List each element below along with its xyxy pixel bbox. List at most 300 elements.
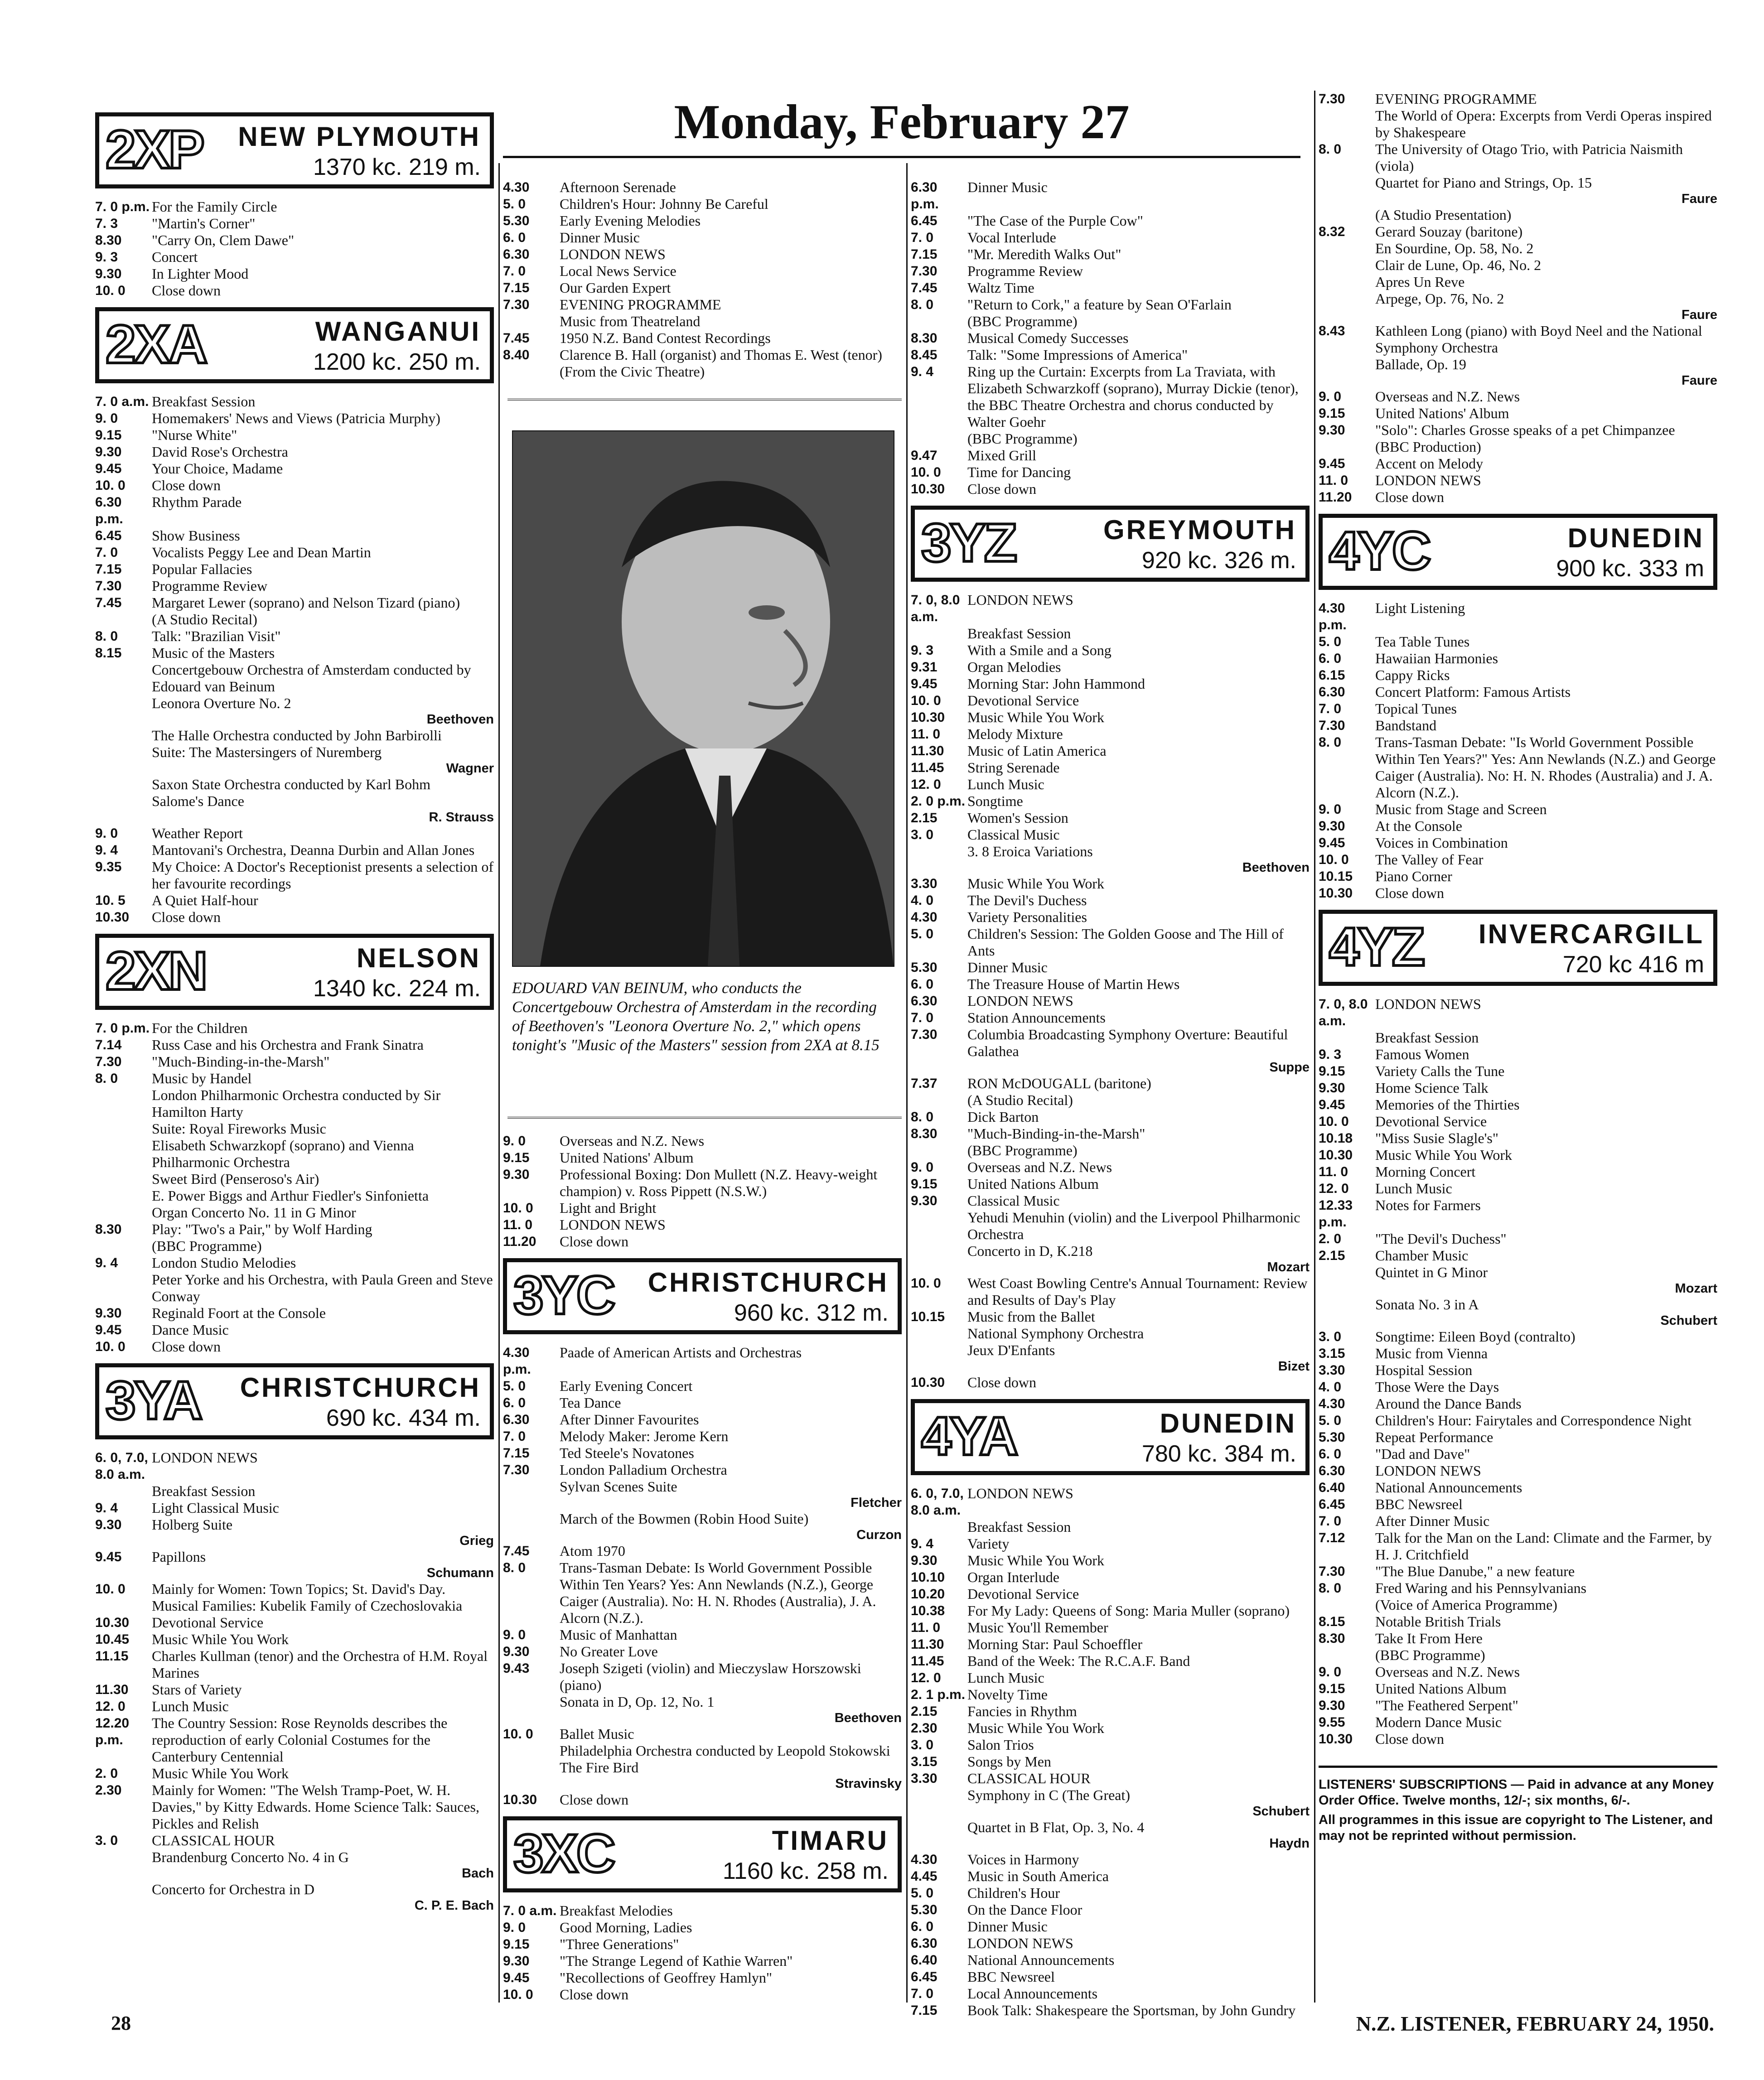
- programme-time: 9.35: [95, 859, 122, 874]
- programme-title: Concerto in D, K.218: [967, 1243, 1093, 1259]
- programme-item: [95, 909, 494, 926]
- programme-title: Papillons: [152, 1549, 206, 1565]
- programme-title: (BBC Programme): [967, 430, 1078, 447]
- programme-title: On the Dance Floor: [967, 1901, 1083, 1918]
- programme-time: 8. 0: [911, 1110, 934, 1124]
- programme-title: National Announcements: [1375, 1479, 1522, 1496]
- programme-item: [911, 347, 1310, 363]
- programme-time: 11. 0: [1319, 1164, 1348, 1179]
- programme-time: 9.15: [1319, 1064, 1345, 1079]
- programme-time: 10. 5: [95, 893, 126, 908]
- programme-time: 6.30: [503, 247, 530, 262]
- programme-title: Book Talk: Shakespeare the Sportsman, by John Gundry: [967, 2002, 1296, 2018]
- programme-time: 9.30: [503, 1954, 530, 1969]
- programme-time: 5.30: [911, 1902, 938, 1917]
- programme-time: 11. 0: [911, 1620, 941, 1635]
- programme-item: [911, 1374, 1310, 1391]
- programme-title: London Studio Melodies: [152, 1255, 296, 1271]
- programme-time: [95, 776, 152, 793]
- programme-time: [911, 1819, 967, 1836]
- programme-item: [911, 1901, 1310, 1918]
- station-frequency: 720 kc 416 m: [1562, 951, 1704, 978]
- programme-item: [503, 330, 902, 347]
- programme-title: Music in South America: [967, 1868, 1109, 1884]
- programme-item: [911, 296, 1310, 313]
- programme-title: Early Evening Concert: [560, 1378, 693, 1394]
- programme-item: [1319, 1113, 1717, 1130]
- composer: Schubert: [1660, 1313, 1717, 1328]
- programme-item: [911, 726, 1310, 743]
- programme-title: BBC Newsreel: [1375, 1496, 1463, 1512]
- station-city: WANGANUI: [315, 316, 481, 347]
- programme-item: [1319, 1513, 1717, 1530]
- programme-title: (A Studio Recital): [967, 1092, 1073, 1108]
- programme-time: 9. 0: [95, 826, 118, 841]
- programme-list-3yz: [911, 592, 1310, 1391]
- programme-time: 10.20: [911, 1587, 945, 1602]
- programme-time: 12.20 p.m.: [95, 1716, 130, 1747]
- programme-item: [911, 1720, 1310, 1737]
- programme-item: [95, 1338, 494, 1355]
- station-city: NEW PLYMOUTH: [238, 121, 481, 152]
- programme-item: [911, 892, 1310, 909]
- programme-item: [95, 477, 494, 494]
- programme-time: 10. 0: [95, 1582, 126, 1597]
- programme-time: 3.15: [911, 1754, 938, 1769]
- programme-title: "The Case of the Purple Cow": [967, 212, 1143, 229]
- programme-title: Arpege, Op. 76, No. 2: [1375, 290, 1504, 307]
- programme-item: [1319, 1496, 1717, 1513]
- programme-time: 7.45: [95, 595, 122, 610]
- programme-item: [95, 825, 494, 842]
- programme-time: 6.30: [911, 994, 938, 1009]
- programme-item: [503, 313, 902, 330]
- programme-time: 6.30: [911, 1936, 938, 1951]
- composer: Bizet: [1278, 1359, 1310, 1374]
- programme-title: Close down: [152, 1338, 221, 1355]
- programme-title: Peter Yorke and his Orchestra, with Paula Green and Steve Conway: [152, 1271, 493, 1304]
- programme-item: [1319, 1563, 1717, 1580]
- programme-time: 5. 0: [1319, 634, 1342, 649]
- programme-item: [911, 759, 1310, 776]
- programme-title: LONDON NEWS: [967, 1935, 1073, 1951]
- programme-title: Overseas and N.Z. News: [1375, 1664, 1520, 1680]
- programme-title: Sonata No. 3 in A: [1375, 1296, 1479, 1313]
- programme-title: LONDON NEWS: [560, 246, 666, 262]
- programme-item: [911, 1125, 1310, 1142]
- programme-title: Suite: Royal Fireworks Music: [152, 1120, 326, 1137]
- programme-item: [1319, 141, 1717, 174]
- programme-title: Notable British Trials: [1375, 1613, 1501, 1630]
- programme-title: Rhythm Parade: [152, 494, 242, 510]
- programme-time: 6. 0: [911, 1919, 934, 1934]
- programme-time: 7.30: [1319, 1564, 1345, 1579]
- station-header-3xc: [503, 1816, 902, 1892]
- programme-title: Elisabeth Schwarzkopf (soprano) and Vienna Philharmonic Orchestra: [152, 1137, 414, 1170]
- programme-list-continued: [911, 179, 1310, 497]
- programme-item: [1319, 356, 1717, 373]
- programme-time: 8.30: [911, 331, 938, 346]
- station-city: DUNEDIN: [1160, 1408, 1296, 1438]
- programme-title: Variety: [967, 1535, 1010, 1552]
- programme-title: Our Garden Expert: [560, 280, 671, 296]
- copyright-notice: All programmes in this issue are copyright to The Listener, and may not be reprinted without permission.: [1319, 1813, 1713, 1843]
- programme-item: [1319, 107, 1717, 141]
- programme-time: [95, 1204, 152, 1221]
- programme-item: [95, 859, 494, 892]
- station-header-4ya: [911, 1399, 1310, 1475]
- programme-time: 10. 0: [1319, 1114, 1349, 1129]
- programme-time: 7.30: [1319, 718, 1345, 733]
- programme-item: [95, 1516, 494, 1533]
- programme-time: [95, 1849, 152, 1866]
- station-frequency: 1340 kc. 224 m.: [313, 975, 481, 1002]
- programme-item: [911, 1308, 1310, 1325]
- programme-item: [95, 198, 494, 215]
- programme-item: [95, 1322, 494, 1338]
- programme-time: 10.10: [911, 1570, 945, 1585]
- programme-item: [1319, 1264, 1717, 1281]
- programme-item: [911, 642, 1310, 659]
- programme-item: [911, 1009, 1310, 1026]
- programme-title: Ted Steele's Novatones: [560, 1445, 694, 1461]
- programme-item: [911, 313, 1310, 330]
- programme-title: 3. 8 Eroica Variations: [967, 843, 1093, 859]
- programme-title: Take It From Here: [1375, 1630, 1483, 1646]
- programme-time: 9. 0: [503, 1134, 526, 1149]
- programme-time: 8.15: [95, 646, 122, 661]
- programme-time: 6. 0, 7.0, 8.0 a.m.: [95, 1450, 148, 1482]
- programme-item: [911, 1325, 1310, 1342]
- programme-item: [1319, 257, 1717, 274]
- programme-item: [503, 1759, 902, 1776]
- programme-time: 7. 0 p.m.: [95, 199, 150, 214]
- composer: Wagner: [446, 761, 494, 776]
- programme-item: [1319, 1163, 1717, 1180]
- programme-item: [95, 1137, 494, 1171]
- station-header-2xa: [95, 307, 494, 383]
- programme-item: [95, 1832, 494, 1849]
- programme-title: Your Choice, Madame: [152, 460, 283, 477]
- programme-time: 6.45: [911, 213, 938, 228]
- programme-title: National Symphony Orchestra: [967, 1325, 1144, 1342]
- programme-title: Morning Star: John Hammond: [967, 676, 1145, 692]
- programme-item: [911, 212, 1310, 229]
- programme-time: [1319, 356, 1375, 373]
- programme-item: [95, 776, 494, 793]
- programme-title: Programme Review: [152, 578, 268, 594]
- programme-time: [1319, 1264, 1375, 1281]
- programme-title: LONDON NEWS: [1375, 1462, 1481, 1479]
- programme-item: [95, 1305, 494, 1322]
- programme-title: Children's Hour: Johnny Be Careful: [560, 196, 768, 212]
- programme-item: [911, 1686, 1310, 1703]
- programme-time: 4.30: [503, 180, 530, 195]
- programme-item: [911, 1885, 1310, 1901]
- programme-title: Voices in Harmony: [967, 1851, 1079, 1868]
- programme-item: [1319, 1345, 1717, 1362]
- programme-title: LONDON NEWS: [560, 1216, 666, 1233]
- programme-item: [1319, 1429, 1717, 1446]
- programme-title: "Much-Binding-in-the-Marsh": [152, 1053, 330, 1070]
- programme-item: [911, 447, 1310, 464]
- programme-item: [911, 625, 1310, 642]
- programme-item: [1319, 1328, 1717, 1345]
- programme-item: [503, 1395, 902, 1411]
- programme-item: [503, 1643, 902, 1660]
- programme-title: My Choice: A Doctor's Receptionist presents a selection of her favourite recordings: [152, 859, 494, 892]
- station-callsign: 4YC: [1329, 521, 1430, 581]
- programme-title: London Palladium Orchestra: [560, 1462, 727, 1478]
- programme-time: 2.30: [911, 1721, 938, 1736]
- programme-time: 10. 0: [911, 465, 941, 480]
- programme-list-continued: [503, 1133, 902, 1250]
- programme-title: Early Evening Melodies: [560, 212, 701, 229]
- programme-item: [1319, 600, 1717, 633]
- programme-title: String Serenade: [967, 759, 1060, 776]
- programme-time: 3. 0: [1319, 1329, 1342, 1344]
- programme-title: CLASSICAL HOUR: [967, 1770, 1091, 1786]
- composer: Grieg: [459, 1534, 494, 1548]
- station-frequency: 900 kc. 333 m: [1556, 555, 1704, 582]
- programme-title: Around the Dance Bands: [1375, 1395, 1522, 1412]
- programme-time: 11.30: [911, 743, 944, 758]
- programme-item: [911, 263, 1310, 280]
- programme-time: 6. 0: [503, 230, 526, 245]
- composer: Beethoven: [1242, 860, 1310, 875]
- programme-title: Close down: [152, 282, 221, 299]
- programme-time: 7.12: [1319, 1530, 1345, 1545]
- programme-time: 7.30: [503, 1462, 530, 1477]
- programme-item: [95, 1238, 494, 1255]
- programme-time: 8. 0: [1319, 1581, 1342, 1596]
- programme-item: [1319, 1680, 1717, 1697]
- programme-title: Bandstand: [1375, 717, 1437, 734]
- programme-item: [503, 1149, 902, 1166]
- programme-time: [95, 1087, 152, 1120]
- programme-title: "Much-Binding-in-the-Marsh": [967, 1125, 1145, 1142]
- programme-time: 4.30 p.m.: [503, 1345, 531, 1377]
- programme-item: [95, 1549, 494, 1565]
- programme-item: [503, 212, 902, 229]
- programme-title: Organ Concerto No. 11 in G Minor: [152, 1204, 356, 1221]
- programme-time: 3.30: [1319, 1363, 1345, 1378]
- programme-item: [503, 1936, 902, 1953]
- programme-time: [911, 1092, 967, 1109]
- programme-time: 9.45: [95, 1322, 122, 1337]
- programme-item: [1319, 323, 1717, 356]
- programme-item: [911, 1787, 1310, 1804]
- programme-item: [911, 659, 1310, 676]
- programme-title: EVENING PROGRAMME: [1375, 91, 1537, 107]
- programme-item: [1319, 1446, 1717, 1462]
- programme-title: Jeux D'Enfants: [967, 1342, 1055, 1358]
- programme-item: [911, 1192, 1310, 1209]
- composer: Haydn: [1269, 1836, 1310, 1851]
- programme-time: 9.45: [1319, 456, 1345, 471]
- composer: Faure: [1682, 308, 1717, 322]
- programme-title: Fred Waring and his Pennsylvanians: [1375, 1580, 1587, 1596]
- programme-title: Holberg Suite: [152, 1516, 233, 1533]
- programme-time: 10.15: [911, 1309, 945, 1324]
- programme-time: 11.15: [95, 1649, 129, 1664]
- programme-title: Light and Bright: [560, 1200, 657, 1216]
- programme-title: In Lighter Mood: [152, 265, 249, 282]
- programme-item: [1319, 1296, 1717, 1313]
- programme-item: [1319, 996, 1717, 1029]
- programme-time: [503, 1742, 560, 1759]
- programme-item: [1319, 1147, 1717, 1163]
- programme-title: Devotional Service: [967, 692, 1079, 709]
- programme-time: 8.45: [911, 347, 938, 362]
- programme-item: [911, 1159, 1310, 1176]
- programme-time: 6. 0: [503, 1395, 526, 1410]
- programme-title: Close down: [1375, 1731, 1444, 1747]
- programme-item: [1319, 207, 1717, 223]
- programme-title: Music from Theatreland: [560, 313, 701, 329]
- programme-time: 12. 0: [911, 1670, 941, 1685]
- programme-time: 4.30: [911, 910, 938, 925]
- programme-title: Waltz Time: [967, 280, 1034, 296]
- programme-item: [1319, 851, 1717, 868]
- programme-time: 7. 0: [503, 264, 526, 279]
- programme-time: 3. 0: [911, 1737, 934, 1752]
- programme-title: Trans-Tasman Debate: Is World Government Possible Within Ten Years? Yes: Ann Newlands (N.Z.), George Caiger (Australia). No: H. N. Rhodes (Australia), J. A. Alcorn (N.Z.).: [560, 1559, 876, 1626]
- programme-time: 12. 0: [911, 777, 941, 792]
- programme-time: 9.30: [503, 1167, 530, 1182]
- programme-item: [95, 444, 494, 460]
- composer: Faure: [1682, 192, 1717, 206]
- programme-item: [1319, 1462, 1717, 1479]
- programme-time: [95, 1271, 152, 1305]
- programme-item: [911, 875, 1310, 892]
- programme-time: 9.45: [1319, 1097, 1345, 1112]
- programme-item: [95, 1782, 494, 1832]
- programme-title: Music from Stage and Screen: [1375, 801, 1547, 817]
- programme-item: [95, 1648, 494, 1681]
- programme-time: 7.37: [911, 1076, 938, 1091]
- programme-item: [911, 1602, 1310, 1619]
- programme-item: [95, 1070, 494, 1087]
- programme-time: 9.30: [503, 1644, 530, 1659]
- programme-time: 8. 0: [911, 297, 934, 312]
- programme-item: [1319, 1029, 1717, 1046]
- programme-item: [95, 1204, 494, 1221]
- programme-title: The World of Opera: Excerpts from Verdi Operas inspired by Shakespeare: [1375, 107, 1712, 140]
- programme-title: Close down: [1375, 489, 1444, 505]
- programme-item: [1319, 274, 1717, 290]
- programme-time: [1319, 174, 1375, 191]
- programme-title: National Announcements: [967, 1952, 1115, 1968]
- programme-list-continued: [1319, 91, 1717, 506]
- programme-time: 7.30: [1319, 92, 1345, 106]
- programme-item: [911, 1552, 1310, 1569]
- programme-item: [911, 1918, 1310, 1935]
- station-frequency: 1160 kc. 258 m.: [722, 1858, 889, 1884]
- programme-time: [95, 1238, 152, 1255]
- composer: R. Strauss: [429, 810, 494, 825]
- programme-title: Concerto for Orchestra in D: [152, 1881, 314, 1897]
- programme-title: (Voice of America Programme): [1375, 1597, 1557, 1613]
- programme-time: 7. 0 a.m.: [95, 394, 149, 409]
- station-city: DUNEDIN: [1567, 523, 1704, 553]
- programme-time: 10. 0: [503, 1987, 533, 2002]
- programme-list-3ya: [95, 1449, 494, 1913]
- programme-time: 9.30: [1319, 1081, 1345, 1095]
- programme-title: LONDON NEWS: [1375, 996, 1481, 1012]
- programme-title: Quintet in G Minor: [1375, 1264, 1488, 1280]
- programme-time: 9.30: [95, 1517, 122, 1532]
- programme-item: [95, 1614, 494, 1631]
- programme-item: [503, 1511, 902, 1527]
- programme-item: [503, 1462, 902, 1478]
- programme-item: [95, 1715, 494, 1765]
- station-header-2xp: [95, 112, 494, 188]
- programme-item: [503, 1919, 902, 1936]
- programme-time: 5.30: [1319, 1430, 1345, 1445]
- programme-list-3xc: [503, 1902, 902, 2003]
- programme-time: [911, 430, 967, 447]
- programme-time: 7. 0: [1319, 701, 1342, 716]
- programme-title: A Quiet Half-hour: [152, 892, 258, 908]
- programme-item: [911, 1653, 1310, 1670]
- programme-list-4yc: [1319, 600, 1717, 902]
- programme-title: Quartet for Piano and Strings, Op. 15: [1375, 174, 1592, 191]
- programme-title: Afternoon Serenade: [560, 179, 676, 195]
- programme-time: 2.15: [911, 1704, 938, 1719]
- programme-item: [503, 1445, 902, 1462]
- programme-item: [1319, 885, 1717, 902]
- programme-title: Voices in Combination: [1375, 835, 1508, 851]
- programme-time: 12. 0: [1319, 1181, 1349, 1196]
- programme-time: 6.45: [1319, 1497, 1345, 1512]
- programme-title: Time for Dancing: [967, 464, 1071, 480]
- programme-title: E. Power Biggs and Arthur Fiedler's Sinfonietta: [152, 1187, 429, 1204]
- programme-title: Music from the Ballet: [967, 1308, 1095, 1325]
- programme-time: 9.15: [95, 428, 122, 443]
- programme-title: Philadelphia Orchestra conducted by Leopold Stokowski: [560, 1742, 890, 1759]
- programme-time: 6.15: [1319, 668, 1345, 683]
- programme-time: 9.30: [1319, 819, 1345, 834]
- programme-time: 8.15: [1319, 1614, 1345, 1629]
- programme-item: [95, 1053, 494, 1070]
- composer: Suppe: [1269, 1060, 1310, 1075]
- programme-title: Music of the Masters: [152, 645, 275, 661]
- programme-time: [1319, 107, 1375, 141]
- programme-title: Talk for the Man on the Land: Climate and the Farmer, by H. J. Critchfield: [1375, 1530, 1712, 1563]
- programme-time: 10.30: [95, 1615, 130, 1630]
- programme-time: 7. 0: [911, 1986, 934, 2001]
- programme-time: [1319, 1296, 1375, 1313]
- programme-item: [503, 1694, 902, 1710]
- programme-item: [95, 1698, 494, 1715]
- programme-title: Overseas and N.Z. News: [560, 1133, 705, 1149]
- programme-item: [911, 1342, 1310, 1359]
- programme-item: [1319, 290, 1717, 307]
- programme-title: Morning Star: Paul Schoeffler: [967, 1636, 1143, 1652]
- programme-item: [95, 727, 494, 744]
- programme-item: [95, 695, 494, 712]
- programme-time: [1319, 290, 1375, 307]
- programme-time: 10.38: [911, 1603, 945, 1618]
- page-title: Monday, February 27: [503, 95, 1300, 158]
- programme-item: [911, 481, 1310, 497]
- programme-title: LONDON NEWS: [1375, 472, 1481, 488]
- programme-time: 7.14: [95, 1038, 122, 1052]
- programme-title: (BBC Programme): [967, 1142, 1078, 1158]
- station-callsign: 3XC: [513, 1823, 614, 1884]
- programme-item: [911, 1969, 1310, 1985]
